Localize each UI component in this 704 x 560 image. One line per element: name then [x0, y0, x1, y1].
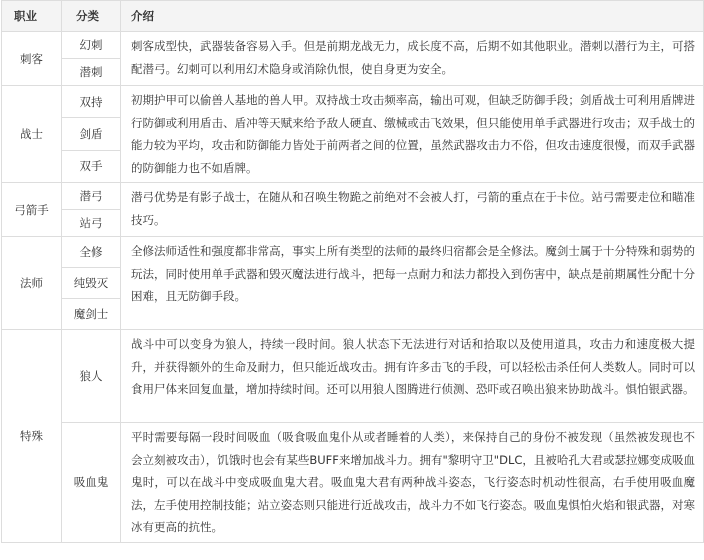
sub-cell: 剑盾 — [62, 118, 121, 150]
table-row — [2, 423, 704, 543]
desc-cell-archer: 潜弓优势是有影子战士，在随从和召唤生物跪之前绝对不会被人打，弓箭的重点在于卡位。站弓需要走位和瞄准技巧。 — [121, 183, 704, 237]
header-intro: 介绍 — [121, 1, 704, 32]
header-class: 职业 — [2, 1, 62, 32]
desc-cell-mage: 全修法师适性和强度都非常高，事实上所有类型的法师的最终归宿都会是全修法。魔剑士属于十分特殊和弱势的玩法，同时使用单手武器和毁灭魔法进行战斗，把每一点耐力和法力都投入到伤害中，缺点是前期属性分配十分困难，且无防御手段。 — [121, 237, 704, 330]
desc-cell-werewolf: 战斗中可以变身为狼人，持续一段时间。狼人状态下无法进行对话和拾取以及使用道具，攻击力和速度极大提升，并获得额外的生命及耐力，但只能近战攻击。拥有许多击飞的手段，可以轻松击杀任何人类数人。同时可以食用尸体来回复血量，增加持续时间。还可以用狼人图腾进行侦测、恐吓或召唤出狼来协助战斗。惧怕银武器。 — [121, 330, 704, 423]
class-cell-assassin: 刺客 — [2, 32, 62, 86]
table-row — [2, 330, 704, 423]
desc-cell-vampire: 平时需要每隔一段时间吸血（吸食吸血鬼仆从或者睡着的人类），来保持自己的身份不被发现（虽然被发现也不会立刻被攻击），饥饿时也会有某些BUFF来增加战斗力。拥有"黎明守卫"DLC，且被哈孔大君或瑟拉娜变成吸血鬼时，可以在战斗中变成吸血鬼大君。吸血鬼大君有两种战斗姿态，飞行姿态时机动性很高，右手使用吸血魔法，左手使用控制技能；站立姿态则只能进行近战攻击，战斗力不如飞行姿态。吸血鬼惧怕火焰和银武器，对寒冰有更高的抗性。 — [121, 423, 704, 543]
sub-cell: 纯毁灭 — [62, 268, 121, 299]
profession-table — [1, 0, 704, 543]
sub-cell: 吸血鬼 — [62, 423, 121, 543]
sub-cell: 全修 — [62, 237, 121, 268]
class-cell-special: 特殊 — [2, 330, 62, 543]
header-category: 分类 — [62, 1, 121, 32]
table-row — [2, 237, 704, 268]
table-row — [2, 86, 704, 118]
desc-cell-assassin: 刺客成型快，武器装备容易入手。但是前期龙战无力，成长度不高，后期不如其他职业。潜刺以潜行为主，可搭配潜弓。幻刺可以利用幻术隐身或消除仇恨，使自身更为安全。 — [121, 32, 704, 86]
desc-cell-warrior: 初期护甲可以偷兽人基地的兽人甲。双持战士攻击频率高，输出可观，但缺乏防御手段；剑盾战士可利用盾牌进行防御或利用盾击、盾冲等天赋来给予敌人硬直、缴械或击飞效果，但只能使用单手武器进行攻击；双手战士的能力较为平均，攻击和防御能力皆处于前两者之间的位置，虽然武器攻击力不俗，但攻击速度很慢，而双手武器的防御能力也不如盾牌。 — [121, 86, 704, 183]
header-row — [2, 1, 704, 32]
table-row — [2, 32, 704, 59]
sub-cell: 魔剑士 — [62, 299, 121, 330]
class-cell-warrior: 战士 — [2, 86, 62, 183]
sub-cell: 站弓 — [62, 210, 121, 237]
sub-cell: 双手 — [62, 150, 121, 182]
class-cell-mage: 法师 — [2, 237, 62, 330]
sub-cell: 狼人 — [62, 330, 121, 423]
sub-cell: 潜弓 — [62, 183, 121, 210]
sub-cell: 潜刺 — [62, 59, 121, 86]
sub-cell: 双持 — [62, 86, 121, 118]
class-cell-archer: 弓箭手 — [2, 183, 62, 237]
sub-cell: 幻刺 — [62, 32, 121, 59]
table-row — [2, 183, 704, 210]
